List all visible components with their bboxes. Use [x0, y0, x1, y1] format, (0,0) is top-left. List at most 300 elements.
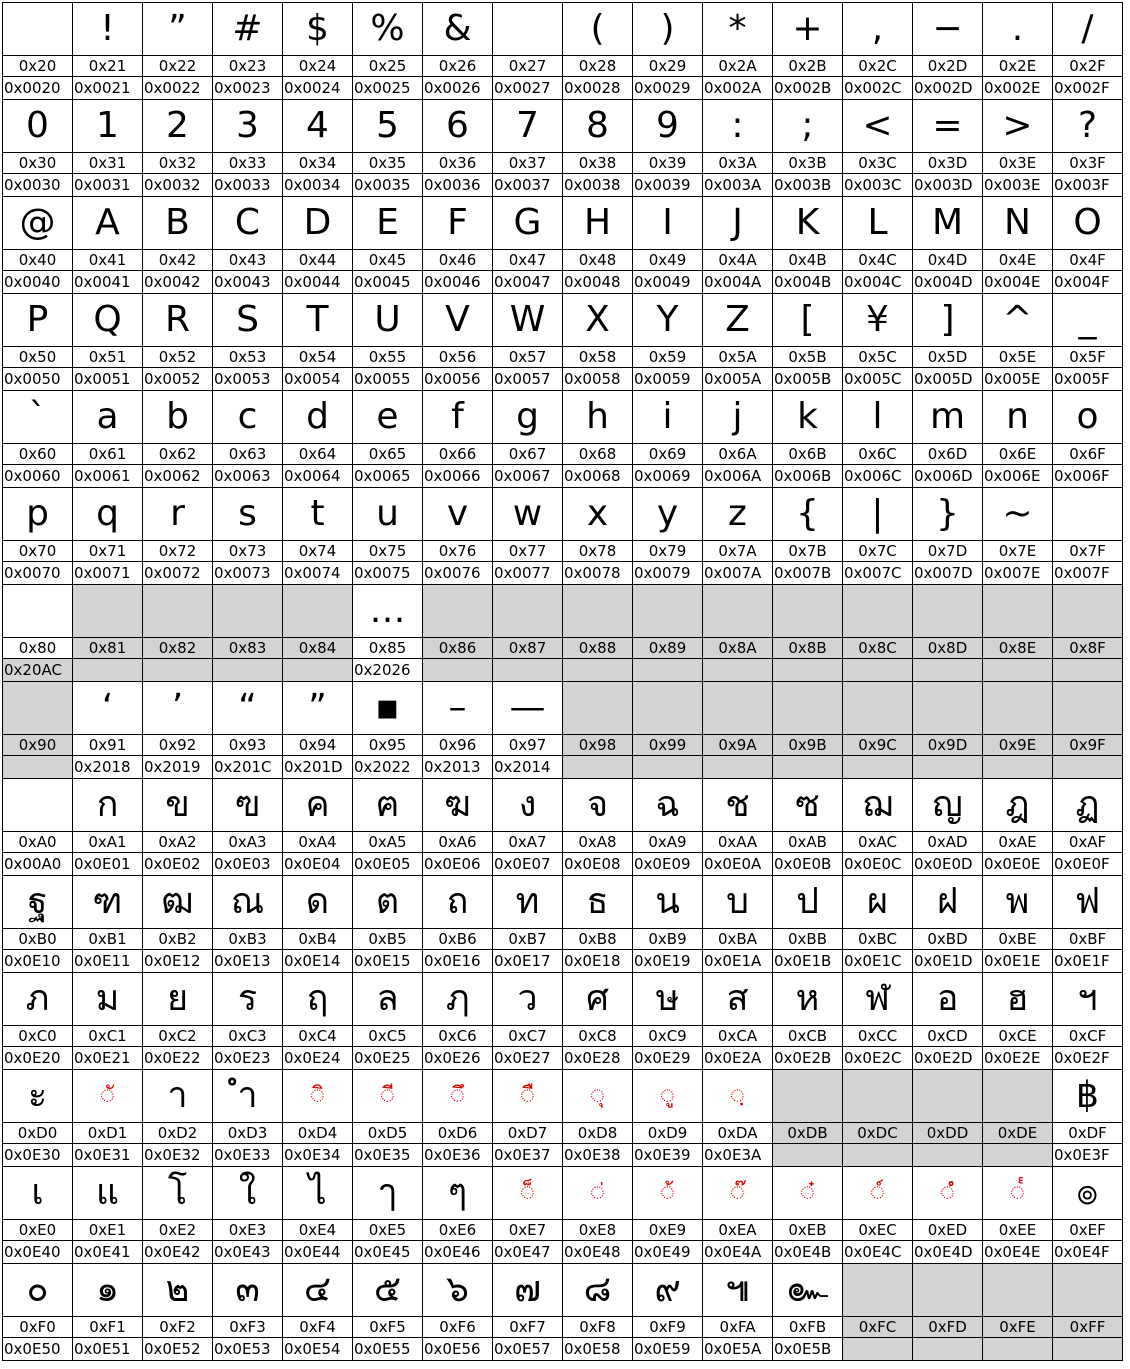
cell-unicode-code: 0x0E19 [633, 949, 702, 972]
cell-byte-code: 0xB4 [283, 928, 352, 949]
table-cell [1053, 3, 1123, 100]
cell-glyph: ย [166, 978, 189, 1020]
table-cell [773, 779, 843, 876]
cell-byte-code: 0x5D [913, 346, 982, 367]
cell-glyph: – [448, 687, 467, 729]
table-cell [983, 682, 1053, 779]
cell-byte-code: 0x38 [563, 152, 632, 173]
table-cell [843, 779, 913, 876]
cell-glyph: ส [726, 978, 749, 1020]
cell-unicode-code: 0x005F [1053, 367, 1122, 390]
cell-glyph: ◌์ [870, 1180, 885, 1206]
cell-byte-code: 0x65 [353, 443, 422, 464]
cell-glyph: ญ [932, 784, 963, 826]
table-cell [913, 779, 983, 876]
cell-unicode-code: 0x0044 [283, 270, 352, 293]
cell-glyph: b [166, 396, 189, 438]
cell-unicode-code: 0x0E06 [423, 852, 492, 875]
cell-byte-code: 0x44 [283, 249, 352, 270]
cell-glyph: ‘ [101, 687, 114, 729]
cell-byte-code: 0xA1 [73, 831, 142, 852]
table-cell [633, 197, 703, 294]
cell-unicode-code: 0x0053 [213, 367, 282, 390]
cell-unicode-code: 0x007B [773, 561, 842, 584]
cell-unicode-code: 0x0E2A [703, 1046, 772, 1069]
table-cell [353, 488, 423, 585]
table-cell [1053, 197, 1123, 294]
table-cell [1053, 682, 1123, 779]
cell-byte-code: 0x81 [73, 637, 142, 658]
cell-byte-code: 0x82 [143, 637, 212, 658]
cell-unicode-code: 0x0039 [633, 173, 702, 196]
table-cell [73, 876, 143, 973]
cell-glyph [143, 585, 212, 637]
cell-glyph: U [374, 299, 401, 341]
cell-unicode-code: 0x002F [1053, 76, 1122, 99]
cell-glyph: ซ [795, 784, 820, 826]
table-cell [73, 3, 143, 100]
cell-unicode-code: 0x004D [913, 270, 982, 293]
cell-glyph: { [796, 493, 819, 535]
cell-byte-code: 0xC2 [143, 1025, 212, 1046]
cell-unicode-code: 0x002D [913, 76, 982, 99]
cell-unicode-code: 0x0E39 [633, 1143, 702, 1166]
cell-unicode-code: 0x006D [913, 464, 982, 487]
cell-unicode-code: 0x0E08 [563, 852, 632, 875]
cell-unicode-code [983, 1143, 1052, 1166]
cell-unicode-code: 0x0E0E [983, 852, 1052, 875]
cell-byte-code: 0x8F [1053, 637, 1122, 658]
table-cell [143, 3, 213, 100]
cell-glyph: ◌ิ [310, 1083, 325, 1109]
cell-glyph: y [656, 493, 679, 535]
table-cell [843, 1264, 913, 1361]
cell-unicode-code: 0x005D [913, 367, 982, 390]
cell-unicode-code: 0x004F [1053, 270, 1122, 293]
cell-byte-code: 0x51 [73, 346, 142, 367]
cell-glyph: e [376, 396, 399, 438]
cell-unicode-code: 0x0027 [493, 76, 562, 99]
cell-unicode-code: 0x0034 [283, 173, 352, 196]
cell-byte-code: 0xB2 [143, 928, 212, 949]
cell-byte-code: 0x7C [843, 540, 912, 561]
table-cell [353, 294, 423, 391]
cell-byte-code: 0x27 [493, 55, 562, 76]
cell-glyph [633, 585, 702, 637]
table-cell [703, 488, 773, 585]
cell-unicode-code: 0x006F [1053, 464, 1122, 487]
table-cell [633, 294, 703, 391]
cell-byte-code: 0xC4 [283, 1025, 352, 1046]
cell-unicode-code [843, 1337, 912, 1360]
cell-byte-code: 0xB0 [3, 928, 72, 949]
cell-glyph [213, 585, 282, 637]
cell-unicode-code: 0x002C [843, 76, 912, 99]
table-cell [423, 876, 493, 973]
cell-unicode-code: 0x0073 [213, 561, 282, 584]
table-cell [213, 488, 283, 585]
cell-glyph: ง [518, 784, 537, 826]
cell-unicode-code: 0x004A [703, 270, 772, 293]
table-cell [73, 682, 143, 779]
cell-glyph: M [931, 202, 964, 244]
cell-glyph [3, 585, 72, 637]
cell-glyph: ] [940, 299, 955, 341]
cell-glyph: 8 [586, 105, 609, 147]
cell-byte-code: 0xB9 [633, 928, 702, 949]
table-cell [633, 1264, 703, 1361]
table-cell [983, 585, 1053, 682]
cell-byte-code: 0x28 [563, 55, 632, 76]
cell-unicode-code: 0x006C [843, 464, 912, 487]
cell-glyph: บ [726, 881, 749, 923]
cell-byte-code: 0xB1 [73, 928, 142, 949]
cell-byte-code: 0x6C [843, 443, 912, 464]
cell-byte-code: 0xF4 [283, 1316, 352, 1337]
cell-byte-code: 0x98 [563, 734, 632, 755]
table-cell [353, 1167, 423, 1264]
cell-glyph: E [376, 202, 399, 244]
cell-glyph: ไ [308, 1172, 327, 1214]
cell-byte-code: 0x50 [3, 346, 72, 367]
table-cell [773, 197, 843, 294]
cell-unicode-code: 0x0E49 [633, 1240, 702, 1263]
table-cell [3, 391, 73, 488]
table-cell [353, 973, 423, 1070]
table-cell [3, 973, 73, 1070]
table-cell [703, 391, 773, 488]
cell-unicode-code: 0x0E22 [143, 1046, 212, 1069]
cell-glyph: 5 [376, 105, 399, 147]
table-cell [493, 876, 563, 973]
cell-glyph: เ [31, 1172, 44, 1214]
cell-unicode-code: 0x0E54 [283, 1337, 352, 1360]
cell-glyph: | [871, 493, 884, 535]
cell-byte-code: 0xF8 [563, 1316, 632, 1337]
cell-glyph: ว [517, 978, 538, 1020]
cell-glyph: ฿ [1076, 1075, 1099, 1117]
cell-unicode-code [1053, 658, 1122, 681]
cell-unicode-code: 0x0E4A [703, 1240, 772, 1263]
cell-glyph [913, 1070, 982, 1122]
cell-glyph [983, 585, 1052, 637]
cell-glyph: ~ [1002, 493, 1033, 535]
cell-byte-code: 0x87 [493, 637, 562, 658]
cell-byte-code: 0x3A [703, 152, 772, 173]
table-cell [3, 779, 73, 876]
table-cell [423, 3, 493, 100]
cell-unicode-code: 0x0E17 [493, 949, 562, 972]
table-cell [1053, 1070, 1123, 1167]
cell-glyph: 9 [656, 105, 679, 147]
table-cell [143, 197, 213, 294]
cell-byte-code: 0xF9 [633, 1316, 702, 1337]
cell-unicode-code: 0x0E4D [913, 1240, 982, 1263]
table-cell [703, 294, 773, 391]
cell-byte-code: 0x47 [493, 249, 562, 270]
cell-byte-code: 0xE0 [3, 1219, 72, 1240]
cell-unicode-code: 0x0E23 [213, 1046, 282, 1069]
cell-glyph: ๆ [447, 1172, 468, 1214]
cell-byte-code: 0x9B [773, 734, 842, 755]
table-cell [423, 100, 493, 197]
table-cell [913, 294, 983, 391]
table-cell [1053, 100, 1123, 197]
cell-byte-code: 0x23 [213, 55, 282, 76]
cell-glyph: ๒ [165, 1269, 190, 1311]
cell-byte-code: 0x8A [703, 637, 772, 658]
table-cell [283, 1167, 353, 1264]
table-cell [843, 197, 913, 294]
cell-glyph: + [792, 8, 823, 50]
cell-byte-code: 0x2C [843, 55, 912, 76]
table-cell [73, 391, 143, 488]
cell-unicode-code: 0x0E04 [283, 852, 352, 875]
cell-byte-code: 0x52 [143, 346, 212, 367]
cell-byte-code: 0xA6 [423, 831, 492, 852]
cell-byte-code: 0xF2 [143, 1316, 212, 1337]
cell-unicode-code: 0x0E1A [703, 949, 772, 972]
cell-glyph [843, 1070, 912, 1122]
cell-unicode-code: 0x201D [283, 755, 352, 778]
cell-glyph: ▪ [375, 687, 400, 729]
cell-glyph [1053, 585, 1122, 637]
cell-unicode-code: 0x003E [983, 173, 1052, 196]
cell-glyph: _ [1078, 299, 1097, 341]
cell-glyph: / [1081, 8, 1094, 50]
table-cell [73, 294, 143, 391]
cell-glyph: ก [96, 784, 119, 826]
cell-byte-code: 0x62 [143, 443, 212, 464]
cell-byte-code: 0x8C [843, 637, 912, 658]
cell-byte-code: 0x9C [843, 734, 912, 755]
cell-glyph: k [797, 396, 818, 438]
cell-glyph: ๕ [373, 1269, 402, 1311]
cell-unicode-code: 0x0E1C [843, 949, 912, 972]
cell-unicode-code [143, 658, 212, 681]
table-cell [143, 1167, 213, 1264]
table-cell [983, 391, 1053, 488]
cell-byte-code: 0xE8 [563, 1219, 632, 1240]
cell-unicode-code: 0x0035 [353, 173, 422, 196]
table-cell [983, 1264, 1053, 1361]
table-cell [423, 682, 493, 779]
cell-unicode-code: 0x0E12 [143, 949, 212, 972]
cell-glyph: O [1073, 202, 1102, 244]
cell-byte-code: 0xFF [1053, 1316, 1122, 1337]
cell-glyph: H [583, 202, 612, 244]
table-cell [843, 876, 913, 973]
cell-unicode-code: 0x007F [1053, 561, 1122, 584]
cell-unicode-code [843, 658, 912, 681]
cell-glyph: w [512, 493, 543, 535]
cell-byte-code: 0xAE [983, 831, 1052, 852]
cell-unicode-code: 0x0049 [633, 270, 702, 293]
cell-byte-code: 0x5B [773, 346, 842, 367]
cell-glyph: ฎ [1005, 784, 1030, 826]
table-cell [423, 391, 493, 488]
cell-glyph: ๛ [786, 1269, 829, 1311]
table-cell [423, 488, 493, 585]
cell-glyph: ; [801, 105, 814, 147]
table-cell [143, 391, 213, 488]
cell-unicode-code: 0x0E3F [1053, 1143, 1122, 1166]
cell-byte-code: 0x8D [913, 637, 982, 658]
cell-byte-code: 0xDD [913, 1122, 982, 1143]
cell-glyph: D [303, 202, 332, 244]
table-cell [773, 585, 843, 682]
cell-byte-code: 0x42 [143, 249, 212, 270]
table-cell [353, 1070, 423, 1167]
cell-glyph: ฑ [92, 881, 123, 923]
table-cell [1053, 294, 1123, 391]
cell-glyph: * [728, 8, 747, 50]
cell-glyph: ฐ [27, 881, 48, 923]
cell-glyph: ◌ู [660, 1083, 675, 1109]
cell-unicode-code: 0x0045 [353, 270, 422, 293]
cell-unicode-code: 0x003B [773, 173, 842, 196]
cell-unicode-code: 0x0059 [633, 367, 702, 390]
cell-glyph: ◌ึ [450, 1083, 465, 1109]
cell-unicode-code: 0x004B [773, 270, 842, 293]
cell-byte-code: 0x46 [423, 249, 492, 270]
cell-byte-code: 0x6E [983, 443, 1052, 464]
cell-glyph: q [96, 493, 119, 535]
cell-unicode-code: 0x0E51 [73, 1337, 142, 1360]
cell-glyph: ๓ [235, 1269, 260, 1311]
table-cell [423, 294, 493, 391]
table-cell [773, 973, 843, 1070]
table-cell [213, 682, 283, 779]
table-cell [3, 1264, 73, 1361]
cell-unicode-code: 0x0E0B [773, 852, 842, 875]
cell-glyph: ๗ [513, 1269, 542, 1311]
table-cell [493, 294, 563, 391]
cell-unicode-code: 0x0022 [143, 76, 212, 99]
cell-glyph: ะ [27, 1075, 48, 1117]
cell-glyph: n [1006, 396, 1029, 438]
cell-unicode-code: 0x201C [213, 755, 282, 778]
table-cell [773, 294, 843, 391]
cell-unicode-code: 0x0023 [213, 76, 282, 99]
table-cell [283, 1264, 353, 1361]
cell-glyph: “ [238, 687, 257, 729]
cell-byte-code: 0xD7 [493, 1122, 562, 1143]
cell-byte-code: 0xF5 [353, 1316, 422, 1337]
cell-byte-code: 0x5C [843, 346, 912, 367]
cell-glyph: s [238, 493, 257, 535]
cell-glyph: } [936, 493, 959, 535]
cell-byte-code: 0x60 [3, 443, 72, 464]
cell-byte-code: 0x3F [1053, 152, 1122, 173]
table-cell [143, 100, 213, 197]
cell-byte-code: 0x64 [283, 443, 352, 464]
cell-unicode-code: 0x0E50 [3, 1337, 72, 1360]
cell-byte-code: 0xA9 [633, 831, 702, 852]
table-cell [283, 197, 353, 294]
cell-unicode-code: 0x003F [1053, 173, 1122, 196]
cell-byte-code: 0x70 [3, 540, 72, 561]
cell-glyph: c [237, 396, 258, 438]
cell-byte-code: 0x41 [73, 249, 142, 270]
table-cell [353, 197, 423, 294]
cell-glyph: B [165, 202, 190, 244]
cell-unicode-code: 0x0E27 [493, 1046, 562, 1069]
table-cell [493, 197, 563, 294]
table-cell [773, 1167, 843, 1264]
table-cell [773, 3, 843, 100]
cell-unicode-code: 0x0E21 [73, 1046, 142, 1069]
cell-glyph: ภ [25, 978, 50, 1020]
code-page-table [2, 2, 1123, 1361]
table-cell [703, 779, 773, 876]
table-cell [353, 682, 423, 779]
cell-unicode-code: 0x0060 [3, 464, 72, 487]
table-cell [3, 1070, 73, 1167]
cell-glyph: r [170, 493, 185, 535]
cell-byte-code: 0x24 [283, 55, 352, 76]
cell-unicode-code [3, 755, 72, 778]
cell-unicode-code: 0x007A [703, 561, 772, 584]
cell-unicode-code: 0x0026 [423, 76, 492, 99]
table-cell [843, 682, 913, 779]
cell-unicode-code: 0x0E2E [983, 1046, 1052, 1069]
cell-byte-code: 0x32 [143, 152, 212, 173]
table-cell [73, 1167, 143, 1264]
cell-byte-code: 0xD6 [423, 1122, 492, 1143]
table-cell [843, 585, 913, 682]
cell-byte-code: 0x49 [633, 249, 702, 270]
table-cell [773, 682, 843, 779]
cell-glyph: A [95, 202, 120, 244]
cell-unicode-code: 0x0021 [73, 76, 142, 99]
cell-unicode-code: 0x0054 [283, 367, 352, 390]
table-cell [563, 585, 633, 682]
cell-byte-code: 0x40 [3, 249, 72, 270]
cell-glyph [843, 682, 912, 734]
table-cell [143, 1070, 213, 1167]
cell-byte-code: 0x39 [633, 152, 702, 173]
table-cell [703, 1070, 773, 1167]
cell-byte-code: 0xD1 [73, 1122, 142, 1143]
cell-byte-code: 0xE2 [143, 1219, 212, 1240]
cell-glyph: , [871, 8, 884, 50]
cell-byte-code: 0xCF [1053, 1025, 1122, 1046]
cell-byte-code: 0x5F [1053, 346, 1122, 367]
cell-unicode-code: 0x0E18 [563, 949, 632, 972]
cell-byte-code: 0x6A [703, 443, 772, 464]
cell-unicode-code: 0x0E4F [1053, 1240, 1122, 1263]
cell-byte-code: 0xEC [843, 1219, 912, 1240]
cell-byte-code: 0x5E [983, 346, 1052, 367]
cell-unicode-code: 0x0E40 [3, 1240, 72, 1263]
table-cell [913, 197, 983, 294]
cell-unicode-code: 0x0046 [423, 270, 492, 293]
table-cell [563, 876, 633, 973]
cell-unicode-code: 0x006B [773, 464, 842, 487]
table-cell [143, 876, 213, 973]
cell-byte-code: 0xA7 [493, 831, 562, 852]
cell-glyph: W [509, 299, 546, 341]
table-cell [563, 1264, 633, 1361]
table-cell [1053, 391, 1123, 488]
table-cell [353, 585, 423, 682]
cell-byte-code: 0xE6 [423, 1219, 492, 1240]
cell-byte-code: 0xF1 [73, 1316, 142, 1337]
cell-unicode-code [423, 658, 492, 681]
cell-unicode-code: 0x0047 [493, 270, 562, 293]
table-cell [283, 876, 353, 973]
